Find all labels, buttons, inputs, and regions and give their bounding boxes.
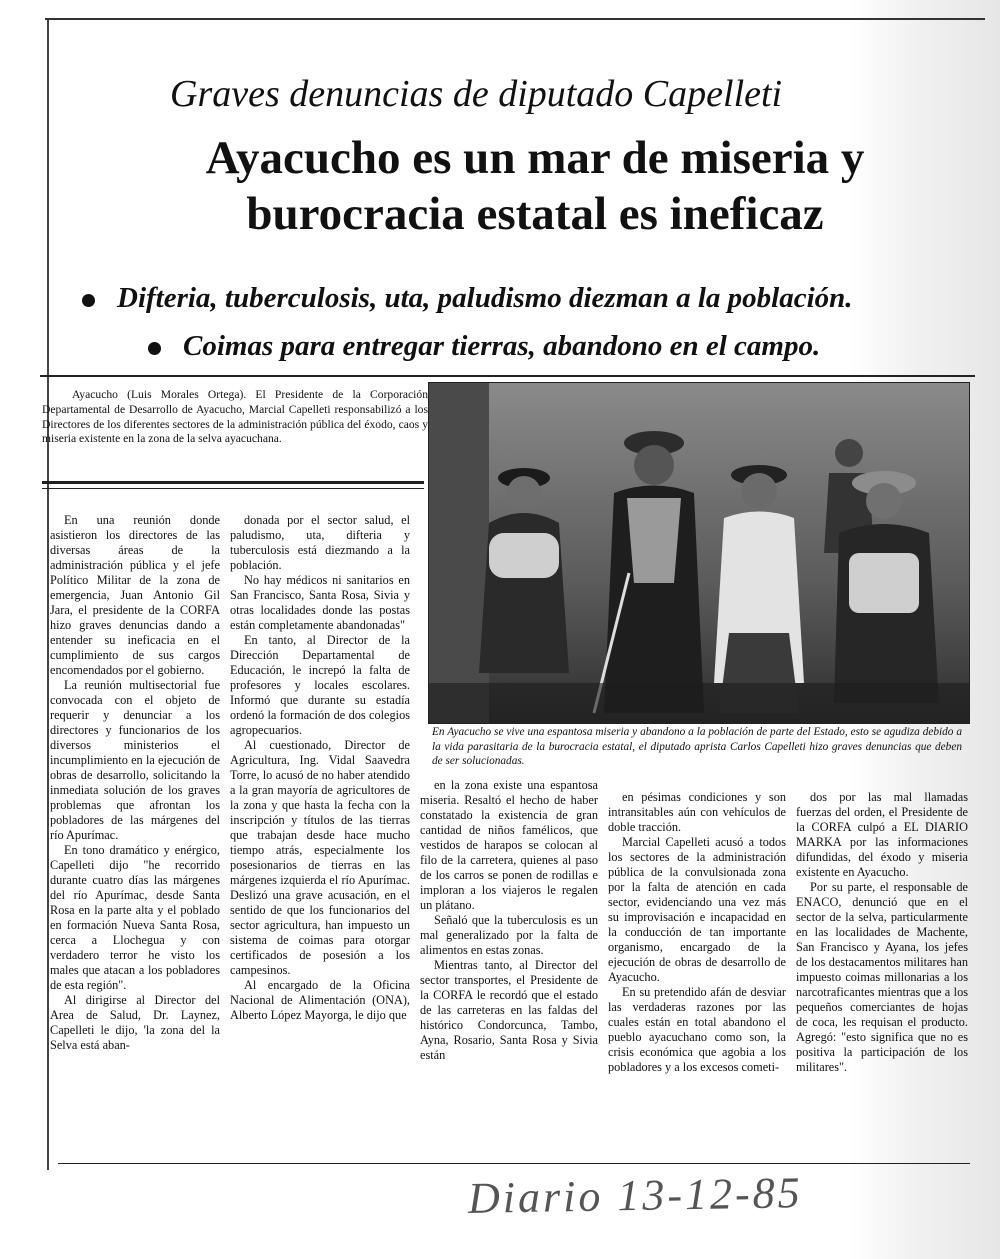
article-column-5 bbox=[796, 790, 968, 1075]
paragraph: donada por el sector salud, el paludismo, uta, difteria y tuberculosis está diezmando a la población. bbox=[230, 513, 410, 572]
paragraph: Mientras tanto, al Director del sector transportes, el Presidente de la CORFA le recordó que el estado de las carreteras en las faldas del histórico Condorcunca, Tambo, Ayna, Rosario, Santa Rosa y Sivia están bbox=[420, 958, 598, 1062]
paragraph: En tanto, al Director de la Dirección Departamental de Educación, le increpó la falta de profesores y locales escolares. Informó que durante su estadía ordenó la formación de dos colegios agropecuarios. bbox=[230, 633, 410, 737]
subheadline-bullet-2: Coimas para entregar tierras, abandono en el campo. bbox=[148, 330, 820, 363]
paragraph: Señaló que la tuberculosis es un mal generalizado por la falta de alimentos en estas zonas. bbox=[420, 913, 598, 957]
lead-rule bbox=[42, 481, 424, 484]
paragraph: En una reunión donde asistieron los directores de las diversas áreas de la administración pública y el jefe Político Militar de la zona de emergencia, Juan Antonio Gil Jara, el presidente de la CORFA hizo graves denuncias dando a entender su ineficacia en el cumplimiento de sus cargos encomendados por el gobierno. bbox=[50, 513, 220, 677]
news-photo bbox=[428, 382, 970, 724]
paragraph: En su pretendido afán de desviar las verdaderas razones por las cuales están en total abandono el pueblo ayacuchano como son, la crisis económica que agobia a los pobladores y a los excesos cometi- bbox=[608, 985, 786, 1074]
bullet-dot-icon bbox=[148, 342, 161, 355]
paragraph: Al encargado de la Oficina Nacional de Alimentación (ONA), Alberto López Mayorga, le dijo que bbox=[230, 978, 410, 1022]
footer-rule bbox=[58, 1163, 970, 1164]
paragraph: Al dirigirse al Director del Area de Salud, Dr. Laynez, Capelleti le dijo, 'la zona del la Selva está aban- bbox=[50, 993, 220, 1052]
lead-rule-thin bbox=[42, 488, 424, 489]
paragraph: En tono dramático y enérgico, Capelleti dijo "he recorrido durante cuatro días las márgenes del río Apurímac, desde Santa Rosa en la parte alta y el poblado en formación Nueva Santa Rosa, cerca a Llochegua y con verdadero terror he visto los males que atacan a los pobladores de esta región". bbox=[50, 843, 220, 992]
paragraph: dos por las mal llamadas fuerzas del orden, el Presidente de la CORFA culpó a EL DIARIO MARKA por las informaciones difundidas, del éxodo y miseria existente en Ayacucho. bbox=[796, 790, 968, 879]
headline-kicker: Graves denuncias de diputado Capelleti bbox=[170, 73, 783, 115]
article-column-4 bbox=[608, 790, 786, 1075]
article-column-1 bbox=[50, 513, 220, 1053]
people-photo-icon bbox=[429, 383, 969, 723]
handwritten-date-note: Diario 13-12-85 bbox=[467, 1168, 804, 1223]
paragraph: en la zona existe una espantosa miseria. Resaltó el hecho de haber constatado la existencia de gran cantidad de niños famélicos, que vestidos de harapos se colocan al filo de la carretera, quienes al paso de los carros se ponen de rodillas e imploran a los viajeros le regalen un plátano. bbox=[420, 778, 598, 912]
paragraph: No hay médicos ni sanitarios en San Francisco, Santa Rosa, Sivia y otras localidades donde las postas están completamente abandonadas" bbox=[230, 573, 410, 632]
paragraph: en pésimas condiciones y son intransitables aún con vehículos de doble tracción. bbox=[608, 790, 786, 834]
paragraph: Marcial Capelleti acusó a todos los sectores de la administración pública de la convulsionada zona por la falta de atención en cada sector, evidenciando una vez más su improvisación e incapacidad en la conducción de tan importante organismo, encargado de la ejecución de obras de desarrollo de Ayacucho. bbox=[608, 835, 786, 984]
paragraph: Por su parte, el responsable de ENACO, denunció que en el sector de la selva, particularmente en las localidades de Machente, San Francisco y Ayana, los jefes de los destacamentos militares han impuesto coimas millonarias a los narcotraficantes mientras que a los pequeños comerciantes de hojas de coca, les requisan el producto. Agregó: "esto significa que no es positiva la participación de los militares". bbox=[796, 880, 968, 1074]
subheadline-bullet-1: Difteria, tuberculosis, uta, paludismo diezman a la población. bbox=[82, 282, 853, 315]
clipping-top-border bbox=[45, 18, 985, 26]
clipping-left-border bbox=[47, 20, 49, 1170]
lead-paragraph: Ayacucho (Luis Morales Ortega). El Presidente de la Corporación Departamental de Desarrollo de Ayacucho, Marcial Capelleti responsabilizó a los Directores de los diferentes sectores de la administración pública del éxodo, caos y miseria existente en la zona de la selva ayacuchana. bbox=[42, 388, 428, 446]
paragraph: La reunión multisectorial fue convocada con el objeto de requerir y denunciar a los directores y funcionarios de los diversos ministerios el incumplimiento en la ejecución de obras de desarrollo, solicitando la inmediata solución de los graves problemas que afrontan los pobladores de las márgenes del río Apurímac. bbox=[50, 678, 220, 842]
article-column-3 bbox=[420, 778, 598, 1063]
bullet-dot-icon bbox=[82, 294, 95, 307]
photo-caption: En Ayacucho se vive una espantosa miseria y abandono a la población de parte del Estado, esto se agudiza debido a la vida parasitaria de la burocracia estatal, el diputado aprista Carlos Capelleti hizo graves denuncias que deben de ser solucionadas. bbox=[432, 726, 962, 768]
header-rule bbox=[40, 375, 975, 377]
article-column-2 bbox=[230, 513, 410, 1023]
paragraph: Al cuestionado, Director de Agricultura, Ing. Vidal Saavedra Torre, lo acusó de no haber atendido a la gran mayoría de agricultores de la zona y que hasta la fecha con la inscripción y títulos de las tierras que trabajan desde hace mucho tiempo atrás, especialmente los posesionarios de tierras en las márgenes izquierda el río Apurímac. Deslizó una grave acusación, en el sentido de que los funcionarios del sector agricultura, han impuesto un sistema de coimas para otorgar certificados de posesión a los campesinos. bbox=[230, 738, 410, 977]
main-headline: Ayacucho es un mar de miseria y burocracia estatal es ineficaz bbox=[205, 132, 865, 241]
